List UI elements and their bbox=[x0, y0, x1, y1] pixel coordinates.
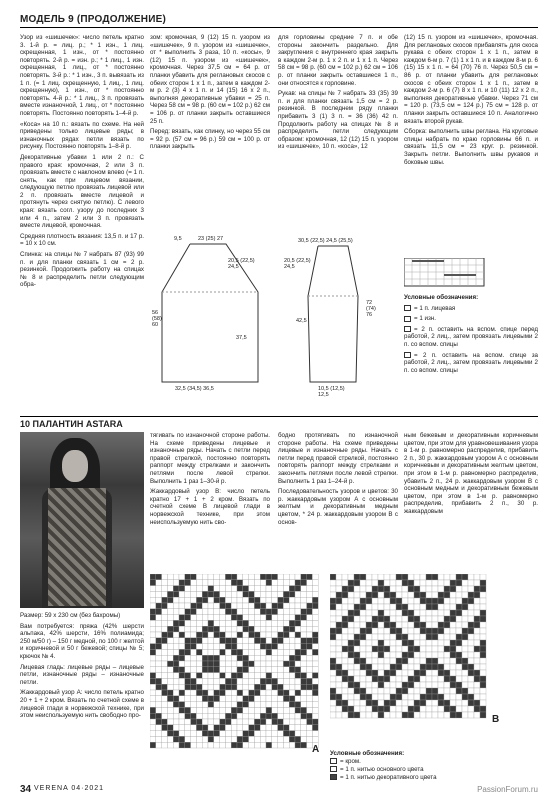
model-photo bbox=[20, 432, 144, 608]
cable-right-icon bbox=[404, 326, 411, 332]
decrease-text: Декоративные убавки 1 или 2 п.: С правого края: кромочная, 2 или 3 п. провязать вместе с наклоном влево (= 1 п. снять, как при лицевом вязании, следующую петлю провязать лицевой или 2 п. провязать вместе лицевой и протянуть через снятую петлю). С левого края: вязать согл. узору до последних 3 или 4 п., затем 2 или 3 п. провязать вместе лицевой, кромочная. bbox=[20, 153, 144, 230]
gauge-text: Средняя плотность вязания: 13,5 п. и 17 р. = 10 х 10 см. bbox=[20, 232, 144, 248]
jacquard-a-continued-text: тягивать по изнаночной стороне работы. На схеме приведены лицевые и изнаночные ряды. Начать с петли перед правой стрелкой, постоянно повторять раппорт между стрелками и закончить петлями после левой стрелки. Выполнить 1 раз 1–30-й р. bbox=[150, 432, 270, 485]
sleeve-continued-text: (12) 15 п. узором из «шишечек», кромочная. Для реглановых скосов прибавлять для скоса рукава с обеих сторон 1 х 1 п., затем в каждом 6-м р. 7 (1) 1 х 1 п. и в каждом 8-м р. 6 (15) 15 х 1 п. = 64 (70) 76 п. Через 50,5 см = 86 р. от планки убавить для реглановых скосов с обеих сторон 1 х 1 п., затем в каждом 2-м р. 6 (7) 8 х 1 п. и 10 (11) 12 х 2 п., выполняя декоративные убавки. Через 71 см = 120 р. (73,5 см = 124 р.) 75 см = 128 р. от планки закрыть оставшиеся 10 п. Аналогично вязать второй рукав. bbox=[404, 34, 538, 125]
legend-2 bbox=[330, 750, 437, 782]
assembly-text: Сборка: выполнить швы реглана. На круговые спицы набрать по краю горловины 66 п. и связать 11,5 см = 23 круг. р. резинкой. Закрыть петли. Выполнить швы рукавов и боковые швы. bbox=[404, 128, 538, 166]
legend-2-item: = 1 п. нитью основного цвета bbox=[330, 766, 437, 774]
back-continued-text: зом: кромочная, 9 (12) 15 п. узором из «шишечек», 9 п. узором из «шишечек», от * выполнить 3 раза, 10 п. «косы», 9 (12) 15 п. узором из «шишечек», кромочная. Через 37,5 см = 64 р. от планки убавить для реглановых скосов с обеих сторон 1 х 1 п., затем в каждом 2-м р. 2 (3) 4 х 1 п. и 14 (15) 16 х 2 п., выполняя декоративные убавки = 25 п. Через 58 см = 98 р. (60 см = 102 р.) 62 см = 106 р. от планки закрыть оставшиеся 25 п. bbox=[150, 34, 270, 125]
pattern-cable: «Коса» на 10 п.: вязать по схеме. На ней приведены только лицевые ряды; в изнаночных рядах петли вязать по рисунку. Постоянно повторять 1–8-й р. bbox=[20, 120, 144, 151]
legend-1-title: Условные обозначения: bbox=[404, 294, 479, 301]
column-8 bbox=[404, 432, 538, 556]
column-3 bbox=[278, 34, 398, 224]
legend-1 bbox=[404, 294, 538, 410]
footer bbox=[20, 784, 538, 796]
stockinette-text: Лицевая гладь: лицевые ряды – лицевые петли, изнаночные ряды – изнаночные петли. bbox=[20, 663, 144, 686]
sequence-text: Последовательность узоров и цветов: 30 р. жаккардовым узором А с основным желтым и декоративным медным цветом, * 24 р. жаккардовым узором В с основ- bbox=[278, 488, 398, 526]
sleeve-bottom-dim: 10,5 (12,5) 12,5 bbox=[318, 386, 345, 398]
legend-2-item: = кром. bbox=[330, 758, 437, 766]
sleeve-length-dim: 72 (74) 76 bbox=[366, 300, 376, 318]
accent-color-icon bbox=[330, 774, 337, 780]
chart-b-label: B bbox=[492, 714, 500, 725]
legend-1-item: = 1 п. лицевая bbox=[404, 305, 538, 313]
back-width-dim: 32,5 (34,5) 36,5 bbox=[175, 386, 214, 392]
section-title: 10 ПАЛАНТИН ASTARA bbox=[20, 419, 123, 429]
pattern-bobbles: Узор из «шишечек»: число петель кратно 3. 1-й р. = лиц. р.; * 1 изн., 1 лиц. скрещенная, 1 изн., от * постоянно повторять. 2-й р. = изн. р.; * 1 лиц., 1 изн. скрещенная, 1 лиц., от * постоянно повторять. 3-й р.: * 1 изн., 3 п. вывязать из 1 п. (= 1 лиц. скрещенную, 1 лиц., 1 лиц. скрещенную), 1 изн., от * постоянно повторять. 4-й р.: * 1 лиц., 3 п. провязать вместе изнаночной, 1 лиц., от * постоянно повторять. Постоянно повторять 1–4-й р. bbox=[20, 34, 144, 117]
materials-text: Вам потребуется: пряжа (42% шерсти альпака, 42% шерсти, 16% полиамида; 250 м/50 г) – 150 г медной, по 100 г желтой и коричневой и 50 г бежевой; спицы № 5; крючок № 4. bbox=[20, 622, 144, 660]
column-7 bbox=[278, 432, 398, 556]
sleeve-armhole-dim: 20,5 (22,5) 24,5 bbox=[284, 258, 311, 270]
section-header bbox=[20, 416, 538, 429]
edge-stitch-icon bbox=[330, 758, 337, 764]
page-number: 34 bbox=[20, 784, 32, 795]
legend-1-item: = 2 п. оставить на вспом. спице перед работой, 2 лиц., затем провязать лицевыми 2 п. со вспом. спицы bbox=[404, 325, 538, 348]
legend-1-item: = 1 изн. bbox=[404, 315, 538, 323]
site-watermark: PassionForum.ru bbox=[477, 785, 538, 794]
front-continued-text: для горловины средние 7 п. и обе стороны закончить раздельно. Для закругления с внутреннего края закрыть в каждом 2-м р. 1 х 2 п. и 1 х 1 п. Через 58 см = 98 р. (60 см = 102 р.) 62 см = 106 р. от планки закрыть оставшиеся 1 п., они относятся к горловине. bbox=[278, 34, 398, 87]
back-side-dim: 9,5 bbox=[174, 236, 182, 242]
page-header bbox=[20, 14, 538, 28]
page-title: МОДЕЛЬ 9 (ПРОДОЛЖЕНИЕ) bbox=[20, 14, 166, 25]
column-1 bbox=[20, 34, 144, 414]
main-color-icon bbox=[330, 766, 337, 772]
legend-2-title: Условные обозначения: bbox=[330, 750, 405, 757]
back-armhole-dim: 20,5 (22,5) 24,5 bbox=[228, 258, 255, 270]
column-6 bbox=[150, 432, 270, 556]
sequence-continued-text: ным бежевым и декоративным коричневым цветом, при этом для уравновешивания узора в 1-м р. равномерно распределив, прибавить 2 п., 30 р. жаккардовым узором А с основным коричневым и декоративным желтым цветом, при этом в 1-м р. равномерно распределив, убавить 2 п., 24 р. жаккардовым узором В с основным медным и декоративным бежевым цветом, при этом в 1-м р. равномерно распределив, прибавить 2 п., 30 р. жаккардовым bbox=[404, 432, 538, 515]
cable-left-icon bbox=[404, 352, 411, 358]
magazine-name: VERENA 04·2021 bbox=[34, 785, 105, 792]
back-text: Спинка: на спицы № 7 набрать 87 (93) 99 п. и для планки связать 1 см = 2 р. резинкой. Продолжить работу на спицах № 8 и распределить петли следующим обра- bbox=[20, 251, 144, 289]
sleeve-top-dim: 30,5 (22,5) 24,5 (25,5) bbox=[298, 238, 353, 244]
size-text: Размер: 59 х 230 см (без бахромы) bbox=[20, 612, 121, 619]
jacquard-b-text: Жаккардовый узор В: число петель кратно 17 + 1 + 2 кром. Вязать по счетной схеме В лицевой глади в норвежской технике, при этом неиспользуемую нить сво- bbox=[150, 488, 270, 526]
sleeve-mid-dim: 42,5 bbox=[296, 318, 307, 324]
jacquard-chart-a bbox=[150, 574, 324, 760]
column-4 bbox=[404, 34, 538, 256]
back-neck-dim: 23 (25) 27 bbox=[198, 236, 224, 242]
column-2 bbox=[150, 34, 270, 224]
knit-icon bbox=[404, 305, 411, 311]
sleeve-text: Рукав: на спицы № 7 набрать 33 (35) 39 п. и для планки связать 1,5 см = 2 р. резинкой. В последнем ряду планки прибавить 3 (1) 3 п. = 36 (36) 42 п. Продолжить работу на спицах № 8 и распределить петли следующим образом: кромочная, 12 (12) 15 п. узором из «шишечек», 10 п. «коса», 12 bbox=[278, 90, 398, 151]
back-length-dim: 56 (58) 60 bbox=[152, 310, 162, 328]
jacquard-b-continued-text: бодно протягивать по изнаночной стороне работы. На схеме приведены лицевые и изнаночные ряды. Начать с петли перед правой стрелкой, постоянно повторять раппорт между стрелками и закончить петлями после левой стрелки. Выполнить 1 раз 1–24-й р. bbox=[278, 432, 398, 485]
purl-icon bbox=[404, 316, 411, 322]
legend-2-item: = 1 п. нитью декоративного цвета bbox=[330, 774, 437, 782]
legend-1-item: = 2 п. оставить на вспом. спице за работой, 2 лиц., затем провязать лицевыми 2 п. со вспом. спицы bbox=[404, 351, 538, 374]
front-text: Перед: вязать, как спинку, но через 55 см = 92 р. (57 см = 96 р.) 59 см = 100 р. от планки закрыть bbox=[150, 128, 270, 151]
back-body-dim: 37,5 bbox=[236, 335, 247, 341]
chart-a-label: A bbox=[312, 744, 320, 755]
jacquard-a-text: Жаккардовый узор А: число петель кратно 20 + 1 + 2 кром. Вязать по счетной схеме в лицевой глади в норвежской технике, при этом неиспользуемую нить свободно про- bbox=[20, 689, 144, 720]
column-5 bbox=[20, 612, 144, 782]
jacquard-chart-b bbox=[330, 574, 490, 734]
cable-chart bbox=[404, 258, 494, 288]
